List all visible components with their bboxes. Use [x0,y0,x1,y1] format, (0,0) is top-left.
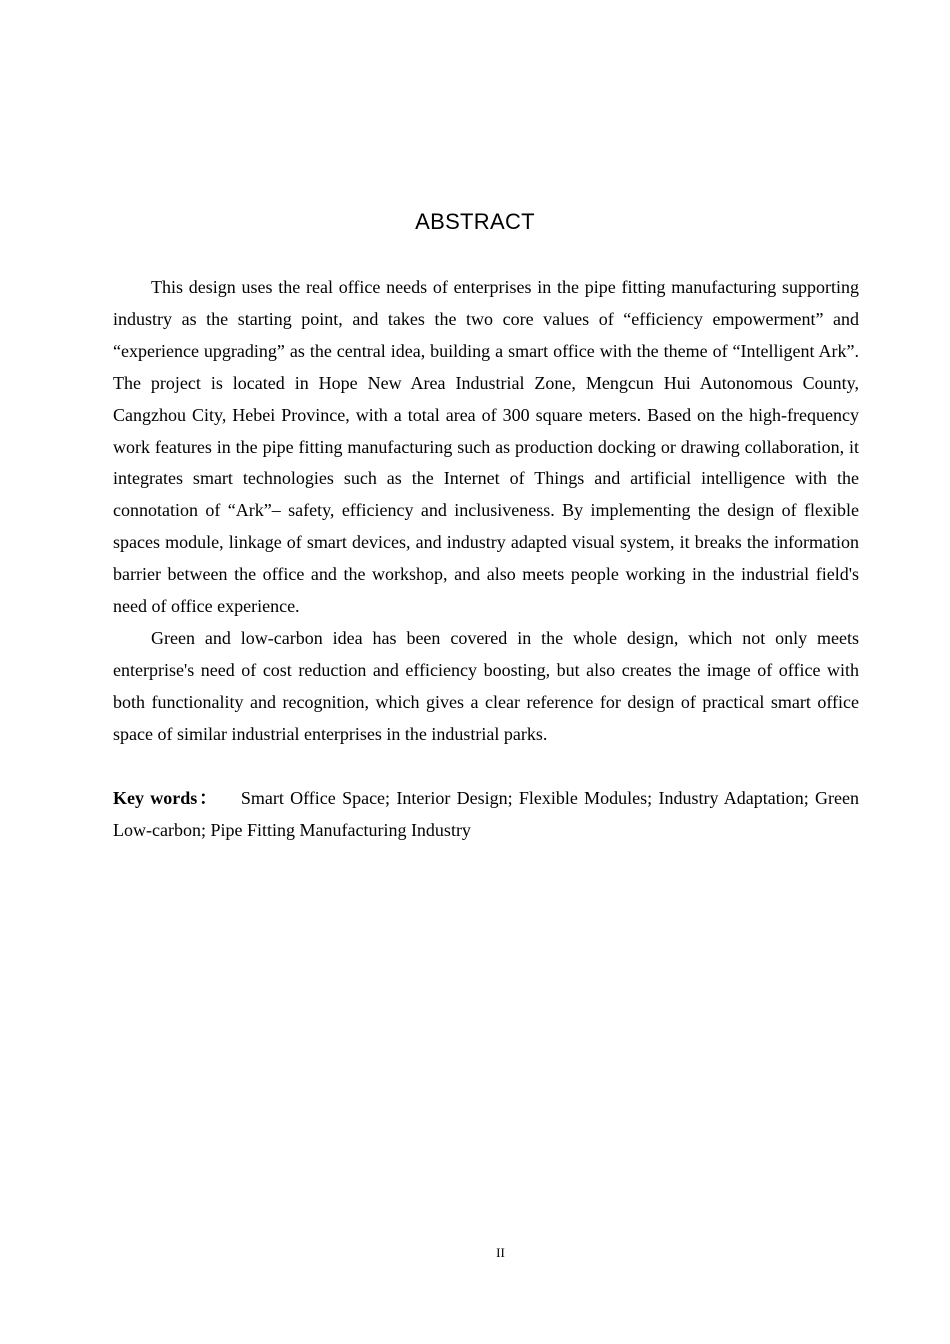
abstract-body [113,272,859,751]
keywords-block [113,783,859,846]
abstract-paragraph-1: This design uses the real office needs of enterprises in the pipe fitting manufacturing supporting industry as the starting point, and takes the two core values of “efficiency empowerment” and “experience upgrading” as the central idea, building a smart office with the theme of “Intelligent Ark”. The project is located in Hope New Area Industrial Zone, Mengcun Hui Autonomous County, Cangzhou City, Hebei Province, with a total area of 300 square meters. Based on the high-frequency work features in the pipe fitting manufacturing such as production docking or drawing collaboration, it integrates smart technologies such as the Internet of Things and artificial intelligence with the connotation of “Ark”– safety, efficiency and inclusiveness. By implementing the design of flexible spaces module, linkage of smart devices, and industry adapted visual system, it breaks the information barrier between the office and the workshop, and also meets people working in the industrial field's need of office experience. [113,277,859,617]
abstract-paragraph-2: Green and low-carbon idea has been covered in the whole design, which not only meets enterprise's need of cost reduction and efficiency boosting, but also creates the image of office with both functionality and recognition, which gives a clear reference for design of practical smart office space of similar industrial enterprises in the industrial parks. [113,627,859,744]
keywords-text: Smart Office Space; Interior Design; Flexible Modules; Industry Adaptation; Green Low-carbon; Pipe Fitting Manufacturing Industry [113,788,859,840]
keywords-label: Key words： [113,788,219,808]
abstract-title: ABSTRACT [415,209,535,234]
page-number: II [496,1245,505,1260]
